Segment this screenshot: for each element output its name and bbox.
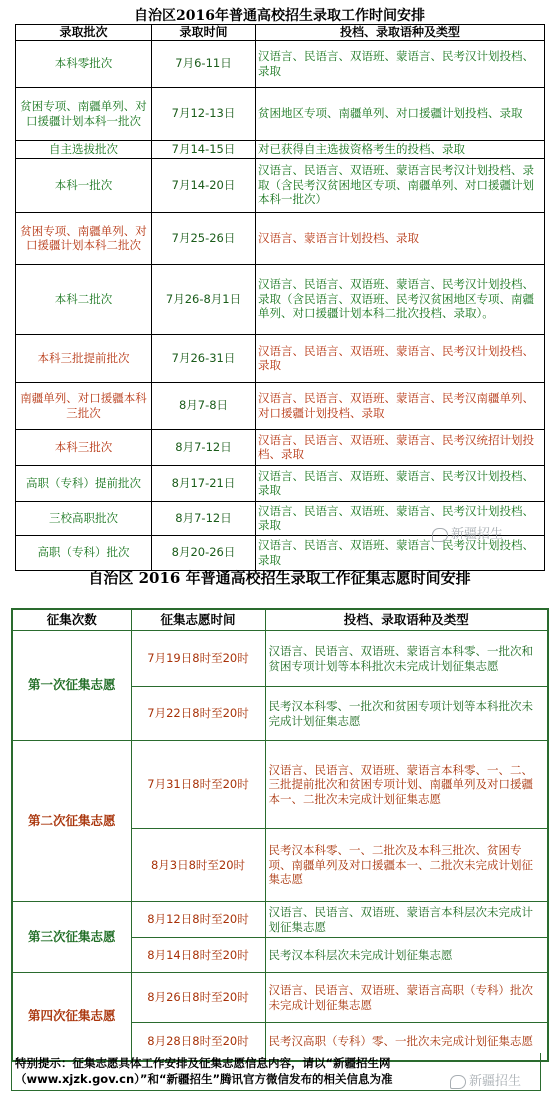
table-header-row — [12, 609, 548, 631]
collection-time-cell: 8月26日8时至20时 — [131, 973, 265, 1023]
batch-cell: 本科三批提前批次 — [16, 334, 152, 382]
schedule-table — [15, 24, 545, 571]
round-label: 第一次征集志愿 — [12, 631, 131, 741]
header-time: 录取时间 — [152, 25, 256, 41]
time-cell: 8月17-21日 — [152, 465, 256, 501]
batch-cell: 南疆单列、对口援疆本科三批次 — [16, 382, 152, 429]
time-cell: 8月7-8日 — [152, 382, 256, 429]
collection-time-cell: 7月31日8时至20时 — [131, 741, 265, 829]
table-row — [16, 264, 545, 334]
batch-cell: 三校高职批次 — [16, 501, 152, 535]
time-cell: 8月20-26日 — [152, 535, 256, 570]
collection-time-cell: 7月19日8时至20时 — [131, 631, 265, 687]
time-cell: 7月12-13日 — [152, 87, 256, 140]
types-cell: 汉语言、民语言、双语班、蒙语言、民考汉计划投档、录取 — [256, 465, 545, 501]
types-cell: 贫困地区专项、南疆单列、对口援疆计划投档、录取 — [256, 87, 545, 140]
time-cell: 7月6-11日 — [152, 40, 256, 87]
round-label: 第四次征集志愿 — [12, 973, 131, 1061]
time-cell: 7月14-20日 — [152, 158, 256, 212]
batch-cell: 本科二批次 — [16, 264, 152, 334]
batch-cell: 本科一批次 — [16, 158, 152, 212]
special-notice: 特别提示：征集志愿具体工作安排及征集志愿信息内容，请以“新疆招生网（www.xjzk.gov.cn）”和“新疆招生”腾讯官方微信发布的相关信息为准 — [11, 1053, 541, 1091]
table-row — [12, 902, 548, 938]
table-row — [16, 40, 545, 87]
batch-cell: 本科零批次 — [16, 40, 152, 87]
time-cell: 7月14-15日 — [152, 140, 256, 158]
collection-desc-cell: 汉语言、民语言、双语班、蒙语言本科零、一、二、三批提前批次和贫困专项计划、南疆单列及对口援疆本一、二批次未完成计划征集志愿 — [265, 741, 548, 829]
types-cell: 汉语言、民语言、双语班、蒙语言、民考汉计划投档、录取 — [256, 334, 545, 382]
header-collection-types: 投档、录取语种及类型 — [265, 609, 548, 631]
time-cell: 7月26-8月1日 — [152, 264, 256, 334]
schedule-title: 自治区2016年普通高校招生录取工作时间安排 — [134, 8, 425, 24]
table-row — [16, 87, 545, 140]
time-cell: 8月7-12日 — [152, 501, 256, 535]
table-row — [16, 158, 545, 212]
collection-desc-cell: 汉语言、民语言、双语班、蒙语言本科层次未完成计划征集志愿 — [265, 902, 548, 938]
types-cell: 汉语言、民语言、双语班、蒙语言、民考汉计划投档、录取 — [256, 535, 545, 570]
table-row — [16, 429, 545, 465]
table-row — [16, 212, 545, 264]
round-label: 第三次征集志愿 — [12, 902, 131, 973]
header-types: 投档、录取语种及类型 — [256, 25, 545, 41]
table-row — [16, 334, 545, 382]
batch-cell: 高职（专科）提前批次 — [16, 465, 152, 501]
batch-cell: 高职（专科）批次 — [16, 535, 152, 570]
table-row — [16, 382, 545, 429]
chat-bubble-icon — [432, 528, 448, 542]
table-row — [16, 140, 545, 158]
types-cell: 对已获得自主选拔资格考生的投档、录取 — [256, 140, 545, 158]
table-row — [12, 631, 548, 687]
collection-desc-cell: 民考汉高职（专科）零、一批次未完成计划征集志愿 — [265, 1023, 548, 1061]
collection-desc-cell: 民考汉本科零、一批次和贫困专项计划等本科批次未完成计划征集志愿 — [265, 687, 548, 741]
table-row — [12, 973, 548, 1023]
header-round: 征集次数 — [12, 609, 131, 631]
round-label: 第二次征集志愿 — [12, 741, 131, 902]
types-cell: 汉语言、民语言、双语班、蒙语言、民考汉计划投档、录取 — [256, 501, 545, 535]
table-row — [16, 465, 545, 501]
collection-time-cell: 8月12日8时至20时 — [131, 902, 265, 938]
header-collection-time: 征集志愿时间 — [131, 609, 265, 631]
batch-cell: 自主选拔批次 — [16, 140, 152, 158]
table-row — [12, 741, 548, 829]
watermark: 新疆招生 — [432, 523, 503, 542]
time-cell: 8月7-12日 — [152, 429, 256, 465]
types-cell: 汉语言、民语言、双语班、蒙语言、民考汉计划投档、录取 — [256, 40, 545, 87]
types-cell: 汉语言、蒙语言计划投档、录取 — [256, 212, 545, 264]
collection-time-cell: 8月3日8时至20时 — [131, 829, 265, 902]
table-header-row — [16, 25, 545, 41]
types-cell: 汉语言、民语言、双语班、蒙语言民考汉计划投档、录取（含民考汉贫困地区专项、南疆单列、对口援疆计划本科一批次） — [256, 158, 545, 212]
time-cell: 7月26-31日 — [152, 334, 256, 382]
collection-desc-cell: 汉语言、民语言、双语班、蒙语言高职（专科）批次未完成计划征集志愿 — [265, 973, 548, 1023]
types-cell: 汉语言、民语言、双语班、蒙语言、民考汉计划投档、录取（含民语言、双语班、民考汉贫困地区专项、南疆单列、对口援疆计划本科二批次投档、录取）。 — [256, 264, 545, 334]
collection-title: 自治区 2016 年普通高校招生录取工作征集志愿时间安排 — [88, 569, 471, 587]
types-cell: 汉语言、民语言、双语班、蒙语言、民考汉统招计划投档、录取 — [256, 429, 545, 465]
chat-bubble-icon — [450, 1075, 466, 1089]
collection-desc-cell: 民考汉本科层次未完成计划征集志愿 — [265, 938, 548, 973]
time-cell: 7月25-26日 — [152, 212, 256, 264]
collection-time-cell: 8月28日8时至20时 — [131, 1023, 265, 1061]
collection-time-cell: 8月14日8时至20时 — [131, 938, 265, 973]
batch-cell: 贫困专项、南疆单列、对口援疆计划本科一批次 — [16, 87, 152, 140]
collection-desc-cell: 民考汉本科零、一、二批次及本科三批次、贫困专项、南疆单列及对口援疆本一、二批次未完成计划征集志愿 — [265, 829, 548, 902]
header-batch: 录取批次 — [16, 25, 152, 41]
watermark: 新疆招生 — [450, 1070, 521, 1089]
types-cell: 汉语言、民语言、双语班、蒙语言、民考汉南疆单列、对口援疆计划投档、录取 — [256, 382, 545, 429]
collection-table — [11, 608, 549, 1062]
batch-cell: 贫困专项、南疆单列、对口援疆计划本科二批次 — [16, 212, 152, 264]
batch-cell: 本科三批次 — [16, 429, 152, 465]
collection-desc-cell: 汉语言、民语言、双语班、蒙语言本科零、一批次和贫困专项计划等本科批次未完成计划征集志愿 — [265, 631, 548, 687]
collection-time-cell: 7月22日8时至20时 — [131, 687, 265, 741]
